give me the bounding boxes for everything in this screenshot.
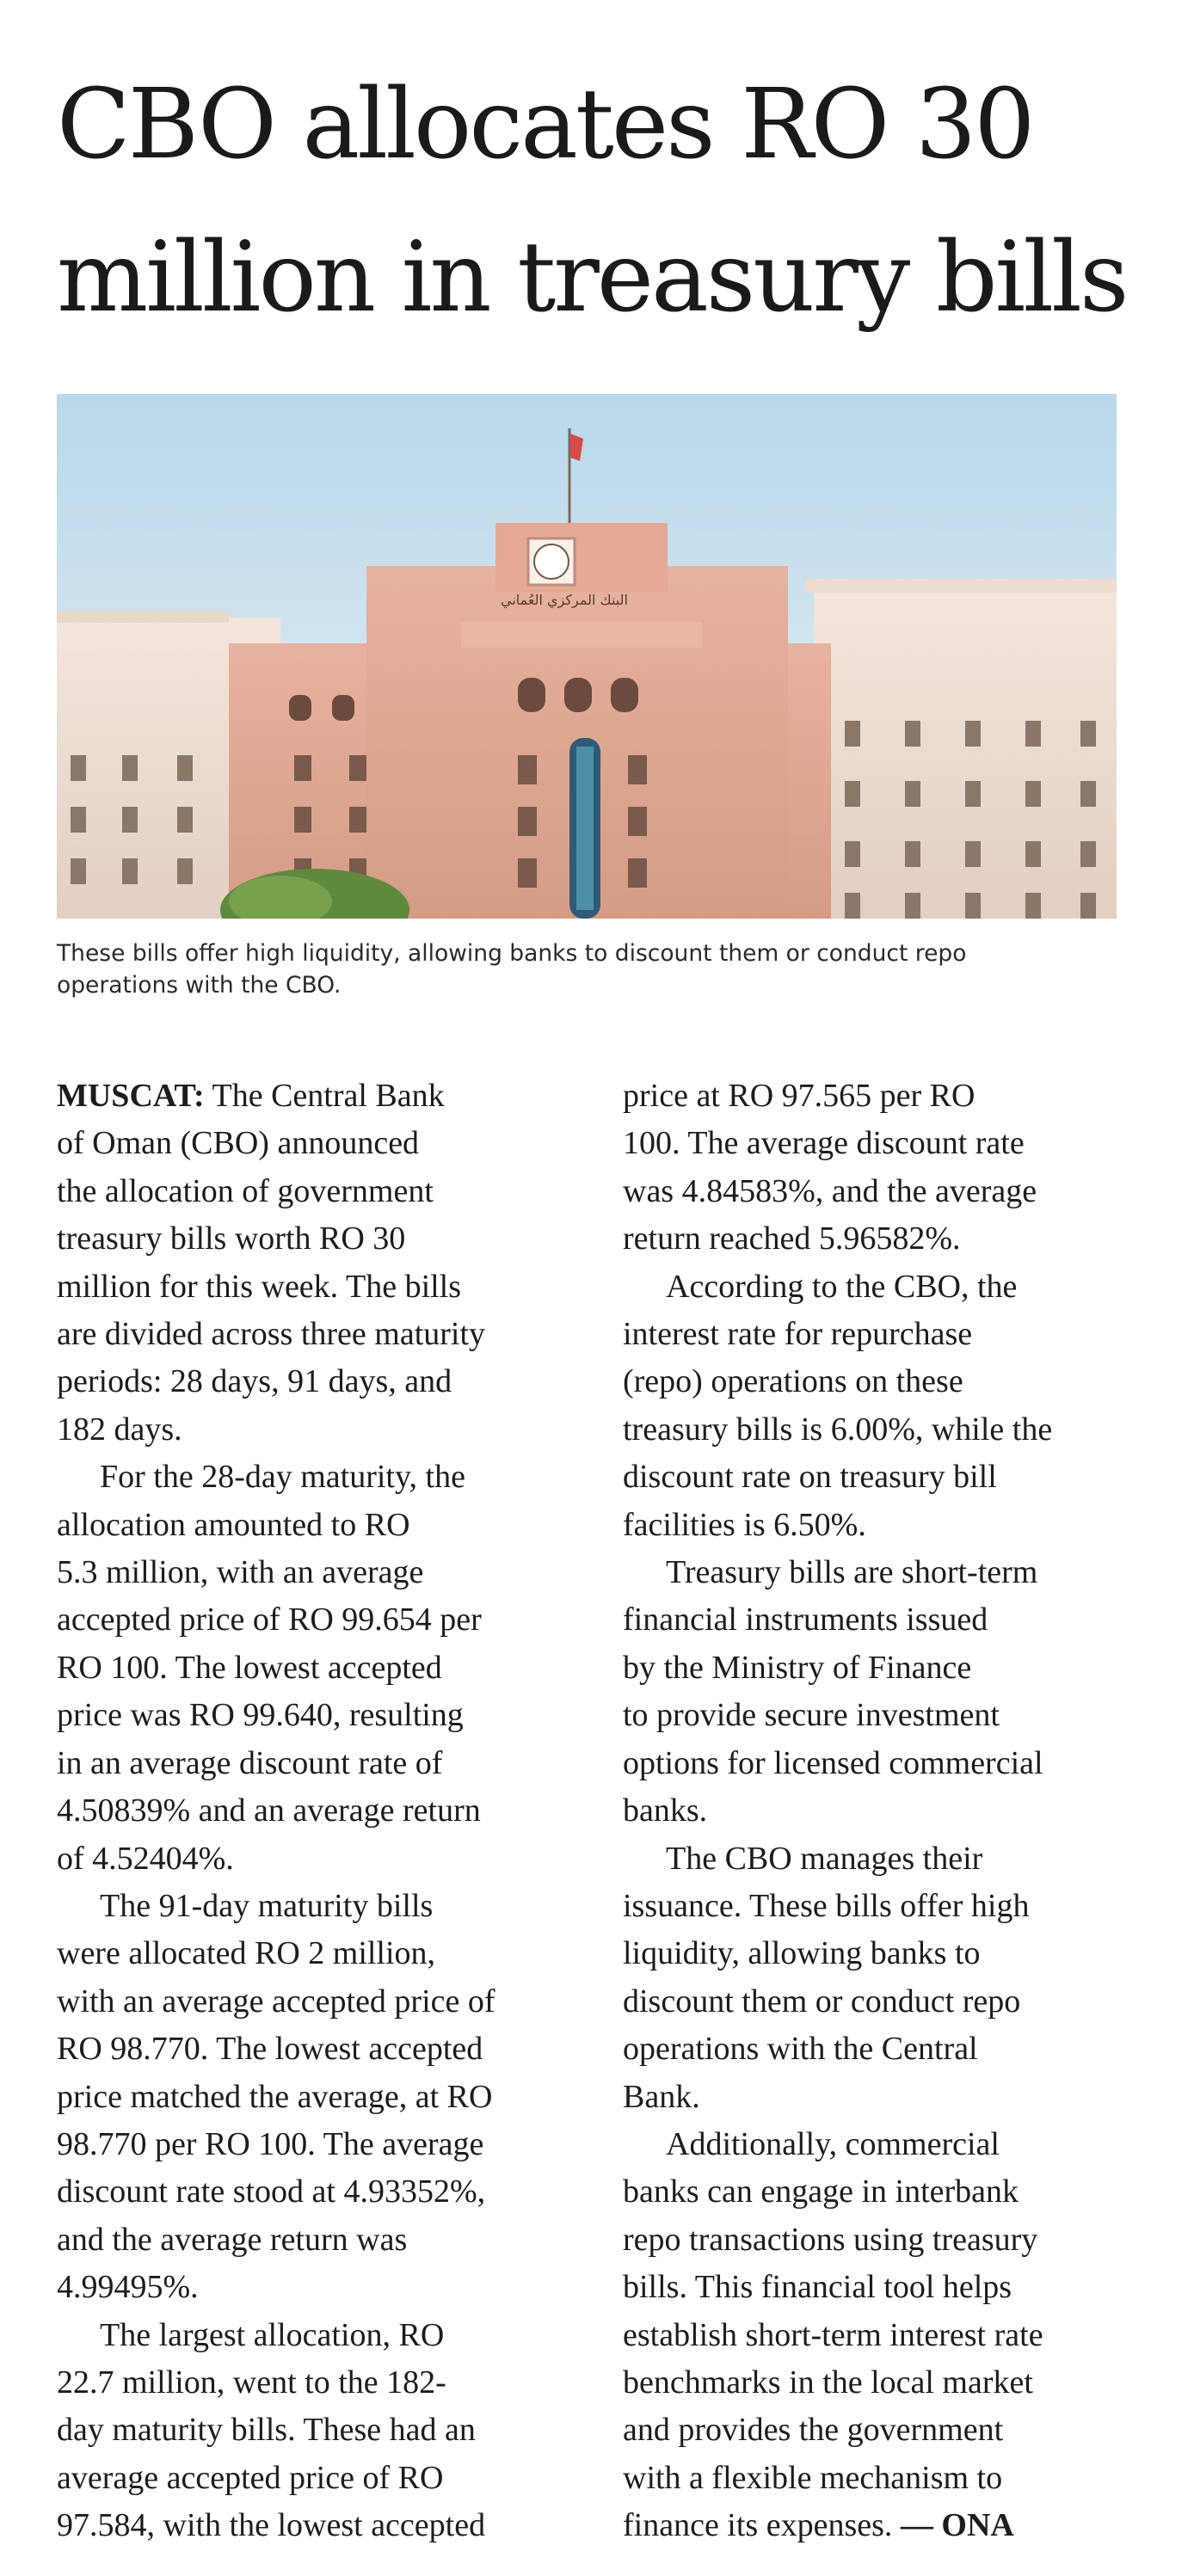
article-line: the allocation of government: [57, 1172, 434, 1209]
article-line: were allocated RO 2 million,: [57, 1935, 436, 1972]
article-line: [623, 2502, 1139, 2549]
caption-line-2: operations with the CBO.: [57, 972, 342, 999]
article-line: 4.50839% and an average return: [57, 1792, 481, 1829]
byline: — ONA: [900, 2507, 1014, 2544]
headline: [57, 48, 1166, 354]
dateline: MUSCAT:: [57, 1078, 205, 1114]
article-line: banks.: [623, 1792, 708, 1829]
article-line: and the average return was: [57, 2221, 408, 2258]
article-line: Additionally, commercial: [666, 2125, 1000, 2162]
article-line: in an average discount rate of: [57, 1744, 443, 1781]
article-line: operations with the Central: [623, 2031, 978, 2068]
article-column-left: [57, 1073, 573, 2550]
article-line: establish short-term interest rate: [623, 2316, 1043, 2353]
article-line-text: The Central Bank: [204, 1078, 445, 1114]
caption-line-1: These bills offer high liquidity, allowing banks to discount them or conduct repo: [57, 940, 967, 967]
article-line: For the 28-day maturity, the: [100, 1459, 465, 1496]
article-line: The 91-day maturity bills: [100, 1887, 434, 1924]
article-line: periods: 28 days, 91 days, and: [57, 1363, 452, 1400]
building-sign-text: البنك المركزي العُماني: [501, 592, 628, 608]
article-line: are divided across three maturity: [57, 1316, 486, 1353]
article-line: treasury bills worth RO 30: [57, 1220, 406, 1257]
article-line: was 4.84583%, and the average: [623, 1172, 1037, 1209]
article-line: 98.770 per RO 100. The average: [57, 2125, 484, 2162]
article-line: interest rate for repurchase: [623, 1316, 973, 1353]
headline-line-1: CBO allocates RO 30: [57, 69, 1033, 181]
article-line: According to the CBO, the: [666, 1268, 1018, 1305]
article-line: 22.7 million, went to the 182-: [57, 2364, 446, 2401]
article-line: day maturity bills. These had an: [57, 2412, 476, 2449]
article-line: discount rate on treasury bill: [623, 1459, 997, 1496]
article-line: issuance. These bills offer high: [623, 1887, 1030, 1924]
article-line: [57, 1073, 573, 1120]
article-line: options for licensed commercial: [623, 1744, 1043, 1781]
article-line: banks can engage in interbank: [623, 2173, 1019, 2210]
article-line: to provide secure investment: [623, 1697, 1000, 1734]
article-line: Bank.: [623, 2078, 700, 2115]
article-line: 182 days.: [57, 1411, 182, 1448]
article-line: (repo) operations on these: [623, 1363, 963, 1400]
article-line: 100. The average discount rate: [623, 1125, 1025, 1162]
article-line: of 4.52404%.: [57, 1840, 234, 1877]
article-line: financial instruments issued: [623, 1602, 988, 1638]
article-line: treasury bills is 6.00%, while the: [623, 1411, 1053, 1448]
article-line: by the Ministry of Finance: [623, 1649, 972, 1686]
article-line: RO 98.770. The lowest accepted: [57, 2031, 483, 2068]
article-line: and provides the government: [623, 2412, 1004, 2449]
article-line: RO 100. The lowest accepted: [57, 1649, 442, 1686]
article-line: million for this week. The bills: [57, 1268, 462, 1305]
article-line: price at RO 97.565 per RO: [623, 1078, 976, 1114]
article-line: 4.99495%.: [57, 2269, 199, 2306]
article-line-text: finance its expenses.: [623, 2507, 901, 2544]
article-line: The CBO manages their: [666, 1840, 983, 1877]
article-line: bills. This financial tool helps: [623, 2269, 1012, 2306]
article-line: average accepted price of RO: [57, 2459, 444, 2496]
article-line: repo transactions using treasury: [623, 2221, 1038, 2258]
article-line: price was RO 99.640, resulting: [57, 1697, 464, 1734]
article-line: liquidity, allowing banks to: [623, 1935, 981, 1972]
headline-line-2: million in treasury bills: [57, 222, 1127, 334]
article-line: Treasury bills are short-term: [666, 1554, 1038, 1591]
article-line: allocation amounted to RO: [57, 1506, 410, 1543]
article-photo: [57, 394, 1117, 919]
article-line: of Oman (CBO) announced: [57, 1125, 420, 1162]
article-line: benchmarks in the local market: [623, 2364, 1033, 2401]
article-line: 5.3 million, with an average: [57, 1554, 424, 1591]
article-line: price matched the average, at RO: [57, 2078, 493, 2115]
article-line: discount them or conduct repo: [623, 1983, 1021, 2020]
article-column-right: [623, 1073, 1139, 2550]
article-line: with an average accepted price of: [57, 1983, 495, 2020]
article-line: facilities is 6.50%.: [623, 1506, 866, 1543]
article-line: The largest allocation, RO: [100, 2316, 445, 2353]
article-line: accepted price of RO 99.654 per: [57, 1602, 482, 1638]
article-line: with a flexible mechanism to: [623, 2459, 1003, 2496]
article-line: return reached 5.96582%.: [623, 1220, 961, 1257]
photo-caption: [57, 938, 1123, 1001]
article-line: 97.584, with the lowest accepted: [57, 2507, 486, 2544]
article-line: discount rate stood at 4.93352%,: [57, 2173, 486, 2210]
central-bank-building-image: [57, 394, 1117, 919]
